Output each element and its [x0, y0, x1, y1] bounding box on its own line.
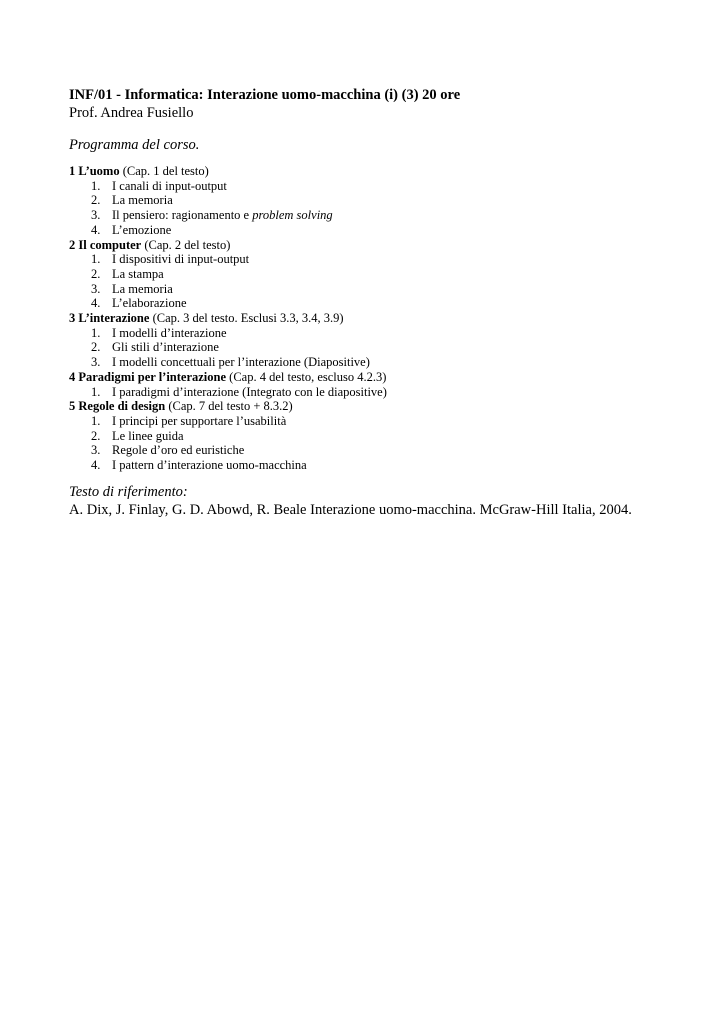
section-title: 2 Il computer — [69, 237, 142, 252]
list-item-text: Gli stili d’interazione — [112, 340, 219, 355]
section-heading — [69, 399, 709, 414]
list-item-number: 2. — [91, 340, 101, 355]
course-title: INF/01 - Informatica: Interazione uomo-macchina (i) (3) 20 ore — [69, 87, 461, 103]
course-sections — [69, 164, 709, 473]
list-item-number: 3. — [91, 355, 101, 370]
list-item-number: 3. — [91, 443, 101, 458]
list-item-text: Il pensiero: ragionamento e — [112, 208, 253, 223]
list-item-number: 1. — [91, 384, 101, 399]
list-item-text: Le linee guida — [112, 428, 184, 443]
list-item — [69, 340, 709, 355]
list-item — [69, 193, 709, 208]
section-chapter-note: (Cap. 3 del testo. Esclusi 3.3, 3.4, 3.9) — [149, 311, 344, 326]
list-item-number: 2. — [91, 193, 101, 208]
section-chapter-note: (Cap. 2 del testo) — [141, 237, 231, 252]
section-chapter-note: (Cap. 4 del testo, escluso 4.2.3) — [226, 369, 387, 384]
list-item-text: I canali di input-output — [112, 178, 227, 193]
list-item-text: La memoria — [112, 281, 173, 296]
professor-name: Prof. Andrea Fusiello — [69, 105, 194, 121]
list-item — [69, 355, 709, 370]
list-item — [69, 443, 709, 458]
list-item — [69, 267, 709, 282]
section-heading — [69, 238, 709, 253]
list-item — [69, 296, 709, 311]
list-item — [69, 252, 709, 267]
document-page — [69, 86, 709, 519]
list-item-text: La memoria — [112, 193, 173, 208]
section-item-list — [69, 252, 709, 311]
programma-label: Programma del corso. — [69, 137, 200, 153]
list-item — [69, 282, 709, 297]
list-item — [69, 326, 709, 341]
section-chapter-note: (Cap. 7 del testo + 8.3.2) — [165, 399, 293, 414]
reference-label: Testo di riferimento: — [69, 483, 188, 500]
section-item-list — [69, 414, 709, 473]
list-item-text: I paradigmi d’interazione (Integrato con le diapositive) — [112, 384, 387, 399]
list-item-text: L’elaborazione — [112, 296, 187, 311]
list-item-text: L’emozione — [112, 222, 172, 237]
list-item-emphasis: problem solving — [252, 208, 333, 223]
list-item-number: 3. — [91, 208, 101, 223]
list-item — [69, 458, 709, 473]
list-item-number: 1. — [91, 325, 101, 340]
list-item-number: 1. — [91, 252, 101, 267]
section-title: 4 Paradigmi per l’interazione — [69, 369, 227, 384]
list-item — [69, 223, 709, 238]
reference-text: A. Dix, J. Finlay, G. D. Abowd, R. Beale Interazione uomo-macchina. McGraw-Hill Italia, 2004. — [69, 501, 632, 518]
list-item-text: I dispositivi di input-output — [112, 252, 250, 267]
list-item — [69, 385, 709, 400]
list-item-number: 4. — [91, 296, 101, 311]
section-item-list — [69, 385, 709, 400]
list-item-text: I pattern d’interazione uomo-macchina — [112, 458, 307, 473]
list-item-text: I principi per supportare l’usabilità — [112, 413, 287, 428]
section-heading — [69, 370, 709, 385]
section-item-list — [69, 179, 709, 238]
list-item — [69, 414, 709, 429]
section-title: 3 L’interazione — [69, 311, 150, 326]
list-item — [69, 208, 709, 223]
list-item-text: Regole d’oro ed euristiche — [112, 443, 245, 458]
list-item — [69, 429, 709, 444]
list-item-number: 1. — [91, 178, 101, 193]
list-item — [69, 179, 709, 194]
list-item-number: 2. — [91, 428, 101, 443]
list-item-number: 4. — [91, 222, 101, 237]
section-item-list — [69, 326, 709, 370]
section-title: 5 Regole di design — [69, 399, 166, 414]
list-item-text: I modelli d’interazione — [112, 325, 227, 340]
list-item-number: 3. — [91, 281, 101, 296]
section-heading — [69, 164, 709, 179]
section-heading — [69, 311, 709, 326]
section-chapter-note: (Cap. 1 del testo) — [119, 164, 209, 178]
list-item-number: 1. — [91, 413, 101, 428]
section-title: 1 L’uomo — [69, 164, 120, 178]
list-item-number: 2. — [91, 266, 101, 281]
list-item-text: La stampa — [112, 266, 164, 281]
list-item-text: I modelli concettuali per l’interazione (Diapositive) — [112, 355, 370, 370]
list-item-number: 4. — [91, 458, 101, 473]
